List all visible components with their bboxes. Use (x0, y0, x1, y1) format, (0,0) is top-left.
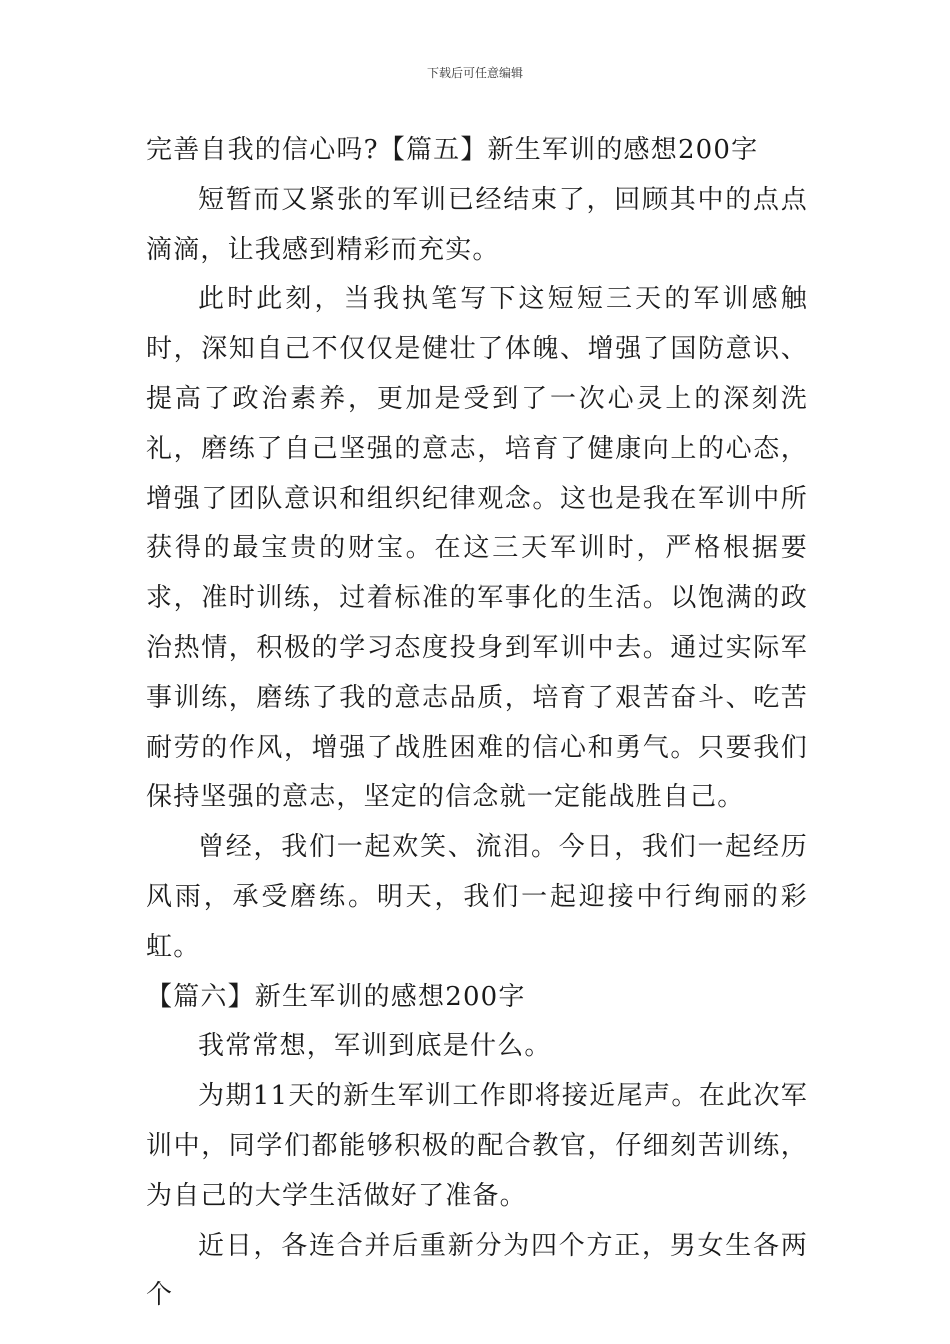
paragraph-continuation-heading: 完善自我的信心吗?【篇五】新生军训的感想200字 (146, 135, 759, 165)
paragraph: 我常常想，军训到底是什么。 (198, 1031, 552, 1062)
section-heading: 【篇六】新生军训的感想200字 (146, 981, 526, 1012)
document-body (146, 126, 808, 1321)
paragraph: 曾经，我们一起欢笑、流泪。今日，我们一起经历风雨，承受磨练。明天，我们一起迎接中行绚丽的彩虹。 (146, 832, 808, 962)
page-header-note: 下载后可任意编辑 (426, 66, 523, 80)
paragraph: 短暂而又紧张的军训已经结束了，回顾其中的点点滴滴，让我感到精彩而充实。 (146, 184, 808, 265)
paragraph: 为期11天的新生军训工作即将接近尾声。在此次军训中，同学们都能够积极的配合教官，仔细刻苦训练，为自己的大学生活做好了准备。 (146, 1081, 808, 1211)
paragraph: 此时此刻，当我执笔写下这短短三天的军训感触时，深知自己不仅仅是健壮了体魄、增强了国防意识、提高了政治素养，更加是受到了一次心灵上的深刻洗礼，磨练了自己坚强的意志，培育了健康向上的心态，增强了团队意识和组织纪律观念。这也是我在军训中所获得的最宝贵的财宝。在这三天军训时，严格根据要求，准时训练，过着标准的军事化的生活。以饱满的政治热情，积极的学习态度投身到军训中去。通过实际军事训练，磨练了我的意志品质，培育了艰苦奋斗、吃苦耐劳的作风，增强了战胜困难的信心和勇气。只要我们保持坚强的意志，坚定的信念就一定能战胜自己。 (146, 284, 808, 813)
paragraph: 近日，各连合并后重新分为四个方正，男女生各两个 (146, 1230, 808, 1311)
